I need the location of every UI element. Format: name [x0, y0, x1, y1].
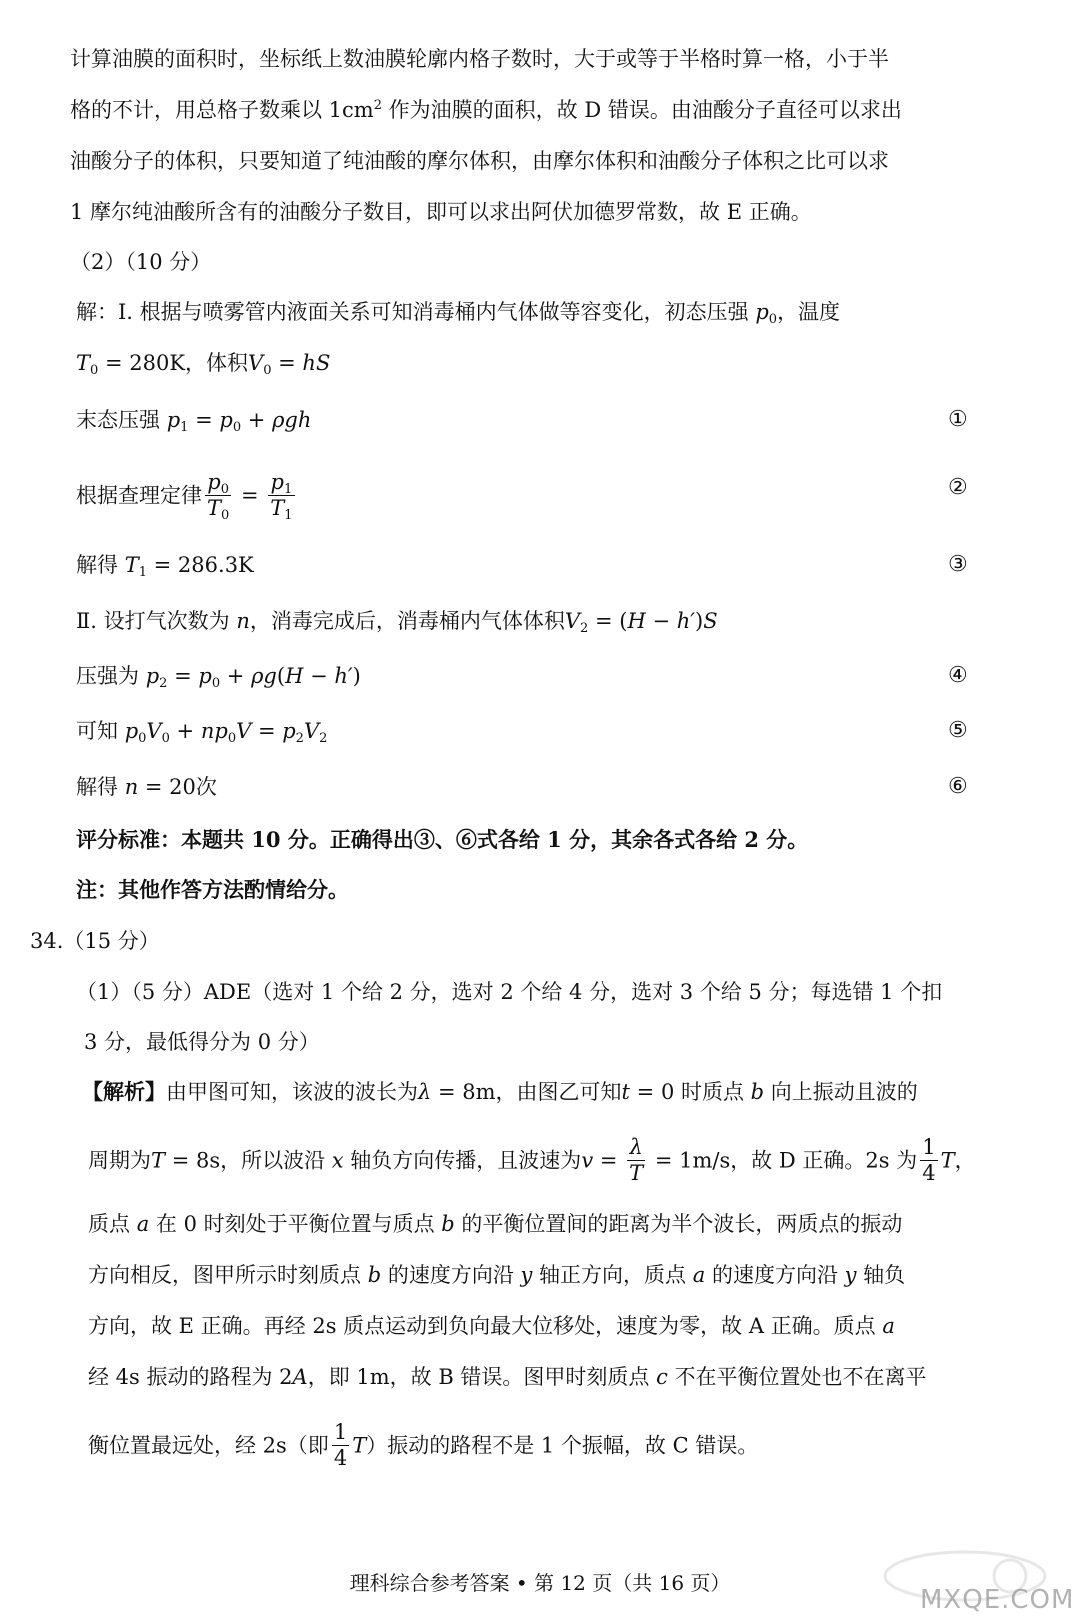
solution-line-3: Ⅱ. 设打气次数为 n，消毒完成后，消毒桶内气体体积$V_2 = (H - h')S$	[76, 609, 718, 636]
equation-1: 末态压强 $p_1 = p_0 + \rho gh$	[76, 408, 312, 435]
analysis-line-7: 衡位置最远处，经 2s（即 $\frac{1}{4}$ T）振动的路程不是 1 个振幅，故 C 错误。	[88, 1420, 759, 1470]
question-34-part1-line1: （1）（5 分）ADE（选对 1 个给 2 分，选对 2 个给 4 分，选对 3 个给 5 分；每选错 1 个扣	[76, 980, 943, 1004]
solution-line-2: $T_0 = 280K$，体积$V_0$ = hS	[76, 351, 331, 378]
equation-3: 解得 $T_1 = 286.3K$	[76, 553, 254, 580]
analysis-line-1: 【解析】由甲图可知，该波的波长为λ = 8m，由图乙可知t = 0 时质点 b 向上振动且波的	[82, 1079, 918, 1104]
equation-number-2: ②	[948, 475, 968, 500]
watermark-text: MXQE.COM	[920, 1585, 1075, 1615]
equation-4: 压强为 $p_2 = p_0 + \rho g(H - h')$	[76, 664, 361, 691]
grading-note: 注：其他作答方法酌情给分。	[76, 877, 349, 902]
fraction-one-quarter-2: $\frac{1}{4}$	[333, 1420, 348, 1470]
grading-standard: 评分标准：本题共 10 分。正确得出③、⑥式各给 1 分，其余各式各给 2 分。	[76, 827, 809, 852]
text-line-2: 格的不计，用总格子数乘以 $1cm^2$ 作为油膜的面积，故 D 错误。由油酸分子直径可以求出	[70, 98, 902, 122]
question-34-part1-line2: 3 分，最低得分为 0 分）	[84, 1030, 320, 1054]
equation-number-1: ①	[948, 407, 968, 432]
equation-number-4: ④	[948, 663, 968, 688]
question-34-header: 34.（15 分）	[30, 929, 160, 953]
analysis-line-5: 方向，故 E 正确。再经 2s 质点运动到负向最大位移处，速度为零，故 A 正确。质点 a	[88, 1314, 895, 1338]
equation-2: 根据查理定律 $\frac{p_0}{T_0}$ = $\frac{p_1}{T_1}$	[76, 470, 293, 523]
equation-number-5: ⑤	[948, 718, 968, 743]
text-line-3: 油酸分子的体积，只要知道了纯油酸的摩尔体积，由摩尔体积和油酸分子体积之比可以求	[70, 149, 889, 173]
analysis-line-3: 质点 a 在 0 时刻处于平衡位置与质点 b 的平衡位置间的距离为半个波长，两质点的振动	[88, 1212, 903, 1236]
text-line-1: 计算油膜的面积时，坐标纸上数油膜轮廓内格子数时，大于或等于半格时算一格，小于半	[70, 47, 889, 71]
analysis-line-4: 方向相反，图甲所示时刻质点 b 的速度方向沿 y 轴正方向，质点 a 的速度方向沿 y 轴负	[88, 1263, 906, 1287]
fraction-one-quarter: $\frac{1}{4}$	[922, 1135, 936, 1185]
solution-line-1: 解：Ⅰ. 根据与喷雾管内液面关系可知消毒桶内气体做等容变化，初态压强 $p_0$，温度	[76, 300, 841, 327]
analysis-line-6: 经 4s 振动的路程为 2A，即 1m，故 B 错误。图甲时刻质点 c 不在平衡位置处也不在离平	[88, 1365, 927, 1389]
equation-number-6: ⑥	[948, 774, 968, 799]
fraction-p1-T1: $\frac{p_1}{T_1}$	[270, 470, 293, 523]
equation-6: 解得 n = 20次	[76, 775, 217, 799]
part2-header: （2）（10 分）	[70, 250, 212, 274]
text-line-4: 1 摩尔纯油酸所含有的油酸分子数目，即可以求出阿伏加德罗常数，故 E 正确。	[70, 200, 812, 224]
fraction-p0-T0: $\frac{p_0}{T_0}$	[207, 470, 230, 523]
equation-number-3: ③	[948, 552, 968, 577]
page-footer: 理科综合参考答案 • 第 12 页（共 16 页）	[349, 1571, 731, 1595]
equation-5: 可知 $p_0V_0 + np_0V = p_2V_2$	[76, 719, 328, 746]
fraction-lambda-T: $\frac{\lambda}{T}$	[629, 1135, 644, 1185]
analysis-line-2: 周期为T = 8s，所以波沿 x 轴负方向传播，且波速为v = $\frac{\lambda}{T}$ = 1m/s，故 D 正确。2s 为 $\frac{1}{4}$ T，	[88, 1135, 976, 1185]
